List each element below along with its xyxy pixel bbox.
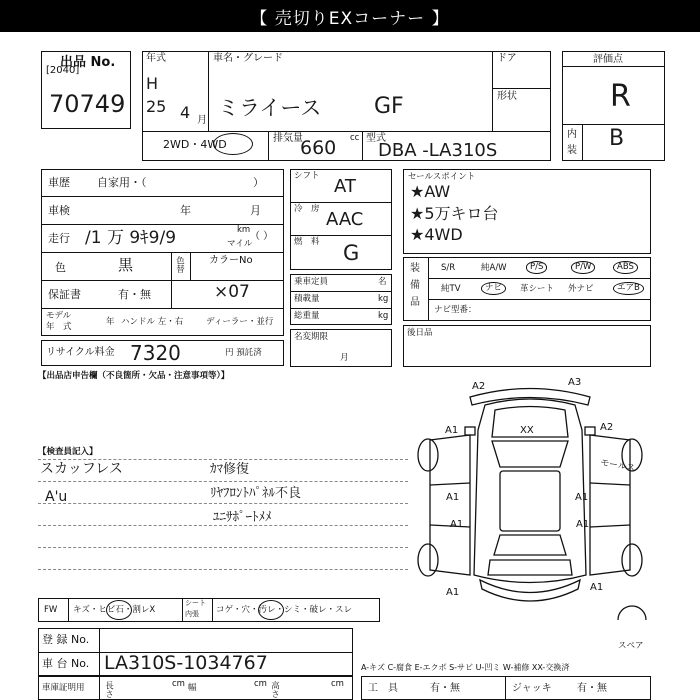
damage-mark-hood: XX <box>520 425 534 436</box>
length-cm: cm <box>172 679 185 689</box>
model-year-label-1: モデル <box>46 311 72 321</box>
history-value: 自家用・（ <box>97 176 147 189</box>
score-overall: R <box>610 79 631 114</box>
gross-unit: kg <box>378 311 389 321</box>
car-name: ミライース <box>218 96 322 120</box>
damage-mark-fender-right: A2 <box>600 422 614 433</box>
sales-line-2: ★5万キロ台 <box>410 204 499 223</box>
equip-leather: 革シート <box>520 284 555 294</box>
seat-circle <box>258 600 284 620</box>
damage-mark-front-left: A2 <box>472 381 486 392</box>
tools-value: 有・無 <box>430 683 460 694</box>
fw-label: FW <box>44 605 58 615</box>
mileage-label: 走行 <box>48 232 70 245</box>
after-items-label: 後日品 <box>407 328 433 338</box>
recycle-label: リサイクル料金 <box>46 347 115 358</box>
chassis-value: LA310S-1034767 <box>104 652 268 674</box>
recycle-value: 7320 <box>130 341 181 365</box>
reg-label: 登 録 No. <box>42 633 90 646</box>
shift-label: シフト <box>294 171 320 181</box>
inspector-note-right-3: ﾕﾆｻﾎﾟｰﾄﾒﾒ <box>213 510 272 525</box>
interior-score: B <box>609 126 625 151</box>
seat-label-1: シート <box>185 599 206 607</box>
model-code: DBA -LA310S <box>378 140 498 161</box>
load-label: 積載量 <box>294 294 320 304</box>
recycle-unit: 円 預託済 <box>225 348 262 358</box>
color-change-label: 色替 <box>174 256 185 273</box>
damage-mark-front-right: A3 <box>568 377 582 388</box>
fuel-value: G <box>343 241 360 265</box>
car-name-label: 車名・グレード <box>213 53 283 64</box>
length-label: 長さ <box>103 681 114 698</box>
damage-mark-left-rear-door: A1 <box>450 519 464 530</box>
history-label: 車歴 <box>48 176 70 189</box>
equip-label-2: 備 <box>410 280 420 291</box>
equip-ext-navi: 外ナビ <box>568 284 594 294</box>
damage-mark-left-door: A1 <box>446 492 460 503</box>
warranty-value: 有・無 <box>118 288 151 301</box>
shift-value: AT <box>334 176 356 197</box>
fw-circle <box>106 600 132 620</box>
sales-line-3: ★4WD <box>410 225 463 244</box>
capacity-unit: 名 <box>378 277 387 287</box>
capacity-label: 乗車定員 <box>294 277 329 287</box>
year-era: H <box>146 74 159 93</box>
jack-value: 有・無 <box>577 683 607 694</box>
inspector-note-right-2: ﾘﾔﾌﾛﾝﾄﾊﾟﾈﾙ不良 <box>210 486 302 501</box>
height-label: 高さ <box>269 681 280 698</box>
sales-line-1: ★AW <box>410 182 451 201</box>
shape-label: 形状 <box>497 91 517 102</box>
tools-box <box>361 676 651 700</box>
car-damage-diagram <box>410 375 650 620</box>
displacement-value: 660 <box>300 137 337 159</box>
color-label: 色 <box>55 261 66 274</box>
equip-sr: S/R <box>441 263 456 273</box>
equip-navi: ナビ <box>481 282 506 295</box>
inspection-month: 月 <box>250 204 261 217</box>
lot-label: 出品 No. <box>60 55 116 70</box>
inspection-label: 車検 <box>48 204 70 217</box>
fuel-label: 燃 料 <box>294 237 320 247</box>
inspector-note-right-1: ｶﾏ修復 <box>210 462 250 477</box>
color-no-label: カラーNo <box>209 255 253 266</box>
jack-label: ジャッキ <box>512 683 552 694</box>
type-change-unit: 月 <box>340 353 349 363</box>
year-label: 年式 <box>146 53 166 64</box>
inspector-note-left-1: スカッフレス <box>40 461 123 477</box>
equip-label-3: 品 <box>410 297 420 308</box>
damage-mark-right-door: A1 <box>575 492 589 503</box>
page-banner: 【 売切りEXコーナー 】 <box>0 0 700 32</box>
model-label: 型式 <box>366 133 386 144</box>
interior-label-1: 内 <box>567 129 577 140</box>
load-unit: kg <box>378 294 389 304</box>
score-label: 評価点 <box>593 54 623 65</box>
equip-pw: P/W <box>571 261 595 274</box>
seat-options: コゲ・穴・汚レ・シミ・破レ・スレ <box>216 605 353 615</box>
type-change-label: 名変期限 <box>294 332 329 342</box>
lot-number: 70749 <box>49 90 126 118</box>
displacement-label: 排気量 <box>273 133 303 144</box>
damage-legend: A-キズ C-腐食 E-エクボ S-サビ U-凹ミ W-補修 XX-交換済 <box>361 663 570 672</box>
tools-label: 工 具 <box>368 683 398 694</box>
damage-mark-rear-left: A1 <box>446 587 460 598</box>
mileage-value: /1 万 9ｷ9/9 <box>85 228 177 248</box>
model-year-label-2: 年 式 <box>46 322 72 332</box>
equip-ps: P/S <box>526 261 547 274</box>
drive-options: 2WD・4WD <box>163 138 227 151</box>
width-label: 幅 <box>188 683 197 693</box>
km-label: km <box>237 225 251 235</box>
month-number: 4 <box>180 103 191 122</box>
height-cm: cm <box>331 679 344 689</box>
damage-mark-right-rear-door: A1 <box>576 519 590 530</box>
spare-label: スペア <box>618 641 644 651</box>
damage-mark-rear-right: A1 <box>590 582 604 593</box>
sales-label: セールスポイント <box>408 172 476 182</box>
gross-label: 総重量 <box>294 311 320 321</box>
month-unit: 月 <box>197 115 207 126</box>
door-label: ドア <box>497 53 517 64</box>
displacement-unit: cc <box>350 133 360 143</box>
ac-label: 冷 房 <box>294 204 320 214</box>
warranty-label: 保証書 <box>48 288 81 301</box>
interior-label-2: 装 <box>567 145 577 156</box>
equip-aw: 純A/W <box>481 263 507 273</box>
damage-mark-fender-left: A1 <box>445 425 459 436</box>
handle-label: ハンドル 左・右 <box>121 317 184 327</box>
chassis-label: 車 台 No. <box>42 657 90 670</box>
lot-small-code: [2040] <box>46 65 80 76</box>
report-label: 【出品店申告欄（不良箇所・欠品・注意事項等）】 <box>38 371 230 381</box>
width-cm: cm <box>254 679 267 689</box>
inspector-label: 【検査員記入】 <box>38 447 98 457</box>
equip-tv: 純TV <box>441 284 461 294</box>
cert-label: 車庫証明用 <box>42 683 85 693</box>
side-molding-note: モールス <box>599 458 636 474</box>
equip-airbag: エアB <box>613 282 644 295</box>
inspection-year: 年 <box>180 204 191 217</box>
equip-label-1: 装 <box>410 263 420 274</box>
dealer-label: ディーラー・並行 <box>206 317 274 327</box>
equip-abs: ABS <box>613 261 638 274</box>
fw-options: キズ・ヒビ石・割レX <box>73 605 156 615</box>
color-no-value: ×07 <box>214 282 250 302</box>
drive-4wd-circle <box>213 133 253 155</box>
km-paren: （ ） <box>250 231 274 242</box>
model-year-suffix: 年 <box>106 317 115 327</box>
history-close: ） <box>253 176 264 189</box>
inspector-note-left-2: A'u <box>45 489 68 505</box>
mile-label: マイル <box>227 239 253 249</box>
equip-navi-model: ナビ型番： <box>434 305 477 315</box>
color-value: 黒 <box>118 256 134 274</box>
ac-value: AAC <box>326 209 364 230</box>
year-number: 25 <box>146 97 167 116</box>
after-items-box <box>403 325 651 367</box>
grade: GF <box>374 94 404 119</box>
seat-label-2: 内張 <box>185 610 199 618</box>
